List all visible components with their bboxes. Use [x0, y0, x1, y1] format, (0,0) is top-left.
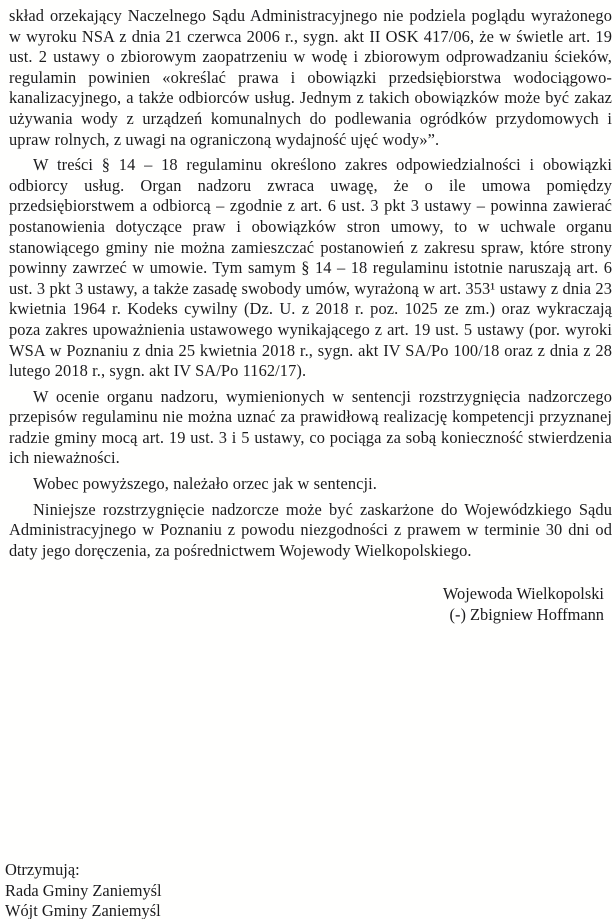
body-paragraph: Niniejsze rozstrzygnięcie nadzorcze może być zaskarżone do Wojewódzkiego Sądu Administracyjnego w Poznaniu z powodu niezgodności z prawem w terminie 30 dni od daty jego doręczenia, za pośrednictwem Wojewody Wielkopolskiego. [9, 499, 612, 560]
recipient-item: Wójt Gminy Zaniemyśl [5, 901, 161, 919]
body-paragraph: skład orzekający Naczelnego Sądu Administracyjnego nie podziela poglądu wyrażonego w wyroku NSA z dnia 21 czerwca 2006 r., sygn. akt II OSK 417/06, że w świetle art. 19 ust. 2 ustawy o zbiorowym zaopatrzeniu w wodę i zbiorowym odprowadzaniu ścieków, regulamin powinien «określać prawa i obowiązki przedsiębiorstwa wodociągowo-kanalizacyjnego, a także odbiorców usług. Jednym z takich obowiązków może być zakaz używania wody z urządzeń komunalnych do podlewania ogródków przydomowych i upraw rolnych, z uwagi na ograniczoną wydajność ujęć wody»”. [9, 6, 612, 149]
body-paragraph: W ocenie organu nadzoru, wymienionych w sentencji rozstrzygnięcia nadzorczego przepisów regulaminu nie można uznać za prawidłową realizację kompetencji przyznanej radzie gminy mocą art. 19 ust. 3 i 5 ustawy, co pociąga za sobą konieczność stwierdzenia ich nieważności. [9, 386, 612, 468]
signature-name: (-) Zbigniew Hoffmann [449, 605, 604, 625]
signature-block [9, 583, 612, 625]
recipient-item: Rada Gminy Zaniemyśl [5, 880, 162, 900]
body-paragraph: Wobec powyższego, należało orzec jak w sentencji. [33, 474, 377, 494]
signature-title: Wojewoda Wielkopolski [442, 584, 604, 604]
recipients-label: Otrzymują: [5, 860, 80, 879]
recipients-block [5, 860, 162, 919]
body-paragraph: W treści § 14 – 18 regulaminu określono zakres odpowiedzialności i obowiązki odbiorcy usług. Organ nadzoru zwraca uwagę, że o ile umowa pomiędzy przedsiębiorstwem a odbiorcą – zgodnie z art. 6 ust. 3 pkt 3 ustawy – powinna zawierać postanowienia dotyczące praw i obowiązków stron umowy, to w uchwale organu stanowiącego gminy nie można zamieszczać postanowień z zakresu spraw, które strony powinny zawrzeć w umowie. Tym samym § 14 – 18 regulaminu istotnie naruszają art. 6 ust. 3 pkt 3 ustawy, a także zasadę swobody umów, wyrażoną w art. 353¹ ustawy z dnia 23 kwietnia 1964 r. Kodeks cywilny (Dz. U. z 2018 r. poz. 1025 ze zm.) oraz wykraczają poza zakres upoważnienia ustawowego wynikającego z art. 19 ust. 5 ustawy (por. wyroki WSA w Poznaniu z dnia 25 kwietnia 2018 r., sygn. akt IV SA/Po 100/18 oraz z dnia z 28 lutego 2018 r., sygn. akt IV SA/Po 1162/17). [9, 155, 612, 381]
document-body [9, 6, 612, 561]
